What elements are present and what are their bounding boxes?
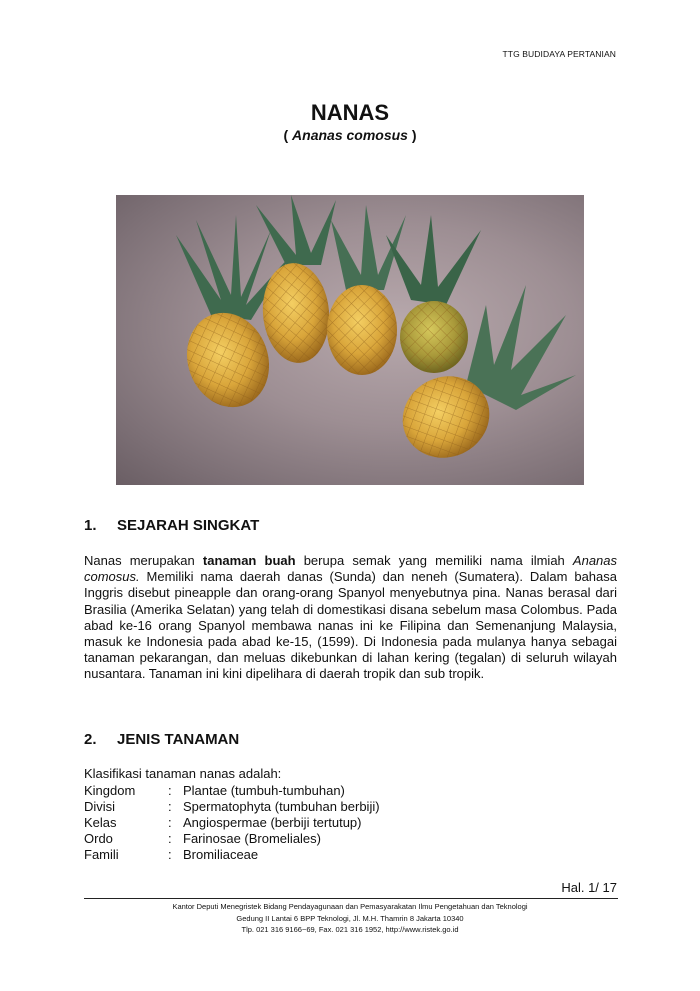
para-bold-term: tanaman buah bbox=[202, 553, 296, 568]
page-number: Hal. 1/ 17 bbox=[561, 880, 617, 895]
section-2-heading bbox=[84, 731, 239, 748]
classification-key: Famili bbox=[84, 847, 119, 863]
classification-key: Divisi bbox=[84, 799, 116, 815]
subtitle-open: ( bbox=[283, 127, 293, 143]
classification-value: Farinosae (Bromeliales) bbox=[183, 831, 321, 847]
classification-row bbox=[84, 783, 380, 799]
footer-line-3: Tlp. 021 316 9166~69, Fax. 021 316 1952, http://www.ristek.go.id bbox=[241, 925, 459, 934]
section-1-paragraph bbox=[84, 553, 617, 683]
pineapple-illustration bbox=[116, 195, 584, 485]
page-title: NANAS bbox=[310, 100, 390, 125]
section-1-heading bbox=[84, 517, 259, 534]
page-subtitle bbox=[0, 127, 700, 143]
classification-row bbox=[84, 831, 380, 847]
classification-colon: : bbox=[168, 783, 172, 798]
classification-colon: : bbox=[168, 847, 172, 863]
para-text: Nanas merupakan bbox=[84, 553, 203, 568]
classification-colon: : bbox=[168, 815, 172, 831]
section-1-title: SEJARAH SINGKAT bbox=[117, 517, 260, 534]
para-italic-term: Ananas comosus. bbox=[84, 553, 618, 585]
subtitle-close: ) bbox=[407, 127, 417, 143]
classification-value: Spermatophyta (tumbuhan berbiji) bbox=[183, 799, 380, 815]
classification-table bbox=[84, 783, 380, 863]
section-2-number: 2. bbox=[84, 731, 97, 748]
header-note: TTG BUDIDAYA PERTANIAN bbox=[502, 49, 616, 59]
section-1-number: 1. bbox=[84, 517, 97, 534]
classification-row bbox=[84, 815, 380, 831]
classification-intro: Klasifikasi tanaman nanas adalah: bbox=[84, 766, 282, 781]
classification-value: Angiospermae (berbiji tertutup) bbox=[183, 815, 362, 831]
classification-row bbox=[84, 799, 380, 815]
classification-row bbox=[84, 847, 380, 863]
pineapple-center-right bbox=[386, 215, 481, 373]
footer-line-1: Kantor Deputi Menegristek Bidang Pendayagunaan dan Pemasyarakatan Ilmu Pengetahuan dan Teknologi bbox=[172, 902, 528, 911]
para-text: Memiliki nama daerah danas (Sunda) dan neneh (Sumatera). Dalam bahasa Inggris disebut pineapple dan orang-orang Spanyol menyebutnya pina. Nanas berasal dari Brasilia (Amerika Selatan) yang telah di domestikasi disana sebelum masa Colombus. Pada abad ke-16 orang Spanyol membawa nanas ini ke Filipina dan Semenanjung Malaysia, masuk ke Indonesia pada abad ke-15, (1599). Di Indonesia pada mulanya hanya sebagai tanaman pekarangan, dan meluas dikebunkan di lahan kering (tegalan) di seluruh wilayah nusantara. Tanaman ini kini dipelihara di daerah tropik dan sub tropik. bbox=[84, 569, 617, 682]
para-text: berupa semak yang memiliki nama ilmiah bbox=[295, 553, 573, 568]
classification-colon: : bbox=[168, 831, 172, 847]
pineapple-center bbox=[327, 205, 406, 375]
scientific-name: Ananas comosus bbox=[292, 127, 408, 143]
classification-colon: : bbox=[168, 799, 172, 815]
footer bbox=[0, 901, 700, 936]
pineapple-center-left bbox=[256, 195, 336, 366]
classification-value: Plantae (tumbuh-tumbuhan) bbox=[183, 783, 345, 798]
classification-key: Kelas bbox=[84, 815, 117, 831]
footer-line-2: Gedung II Lantai 6 BPP Teknologi, Jl. M.H. Thamrin 8 Jakarta 10340 bbox=[236, 913, 464, 923]
section-2-title: JENIS TANAMAN bbox=[117, 731, 240, 748]
classification-key: Ordo bbox=[84, 831, 113, 847]
classification-value: Bromiliaceae bbox=[183, 847, 259, 863]
pineapple-photo bbox=[116, 195, 584, 485]
footer-divider bbox=[84, 898, 618, 899]
classification-key: Kingdom bbox=[84, 783, 136, 798]
